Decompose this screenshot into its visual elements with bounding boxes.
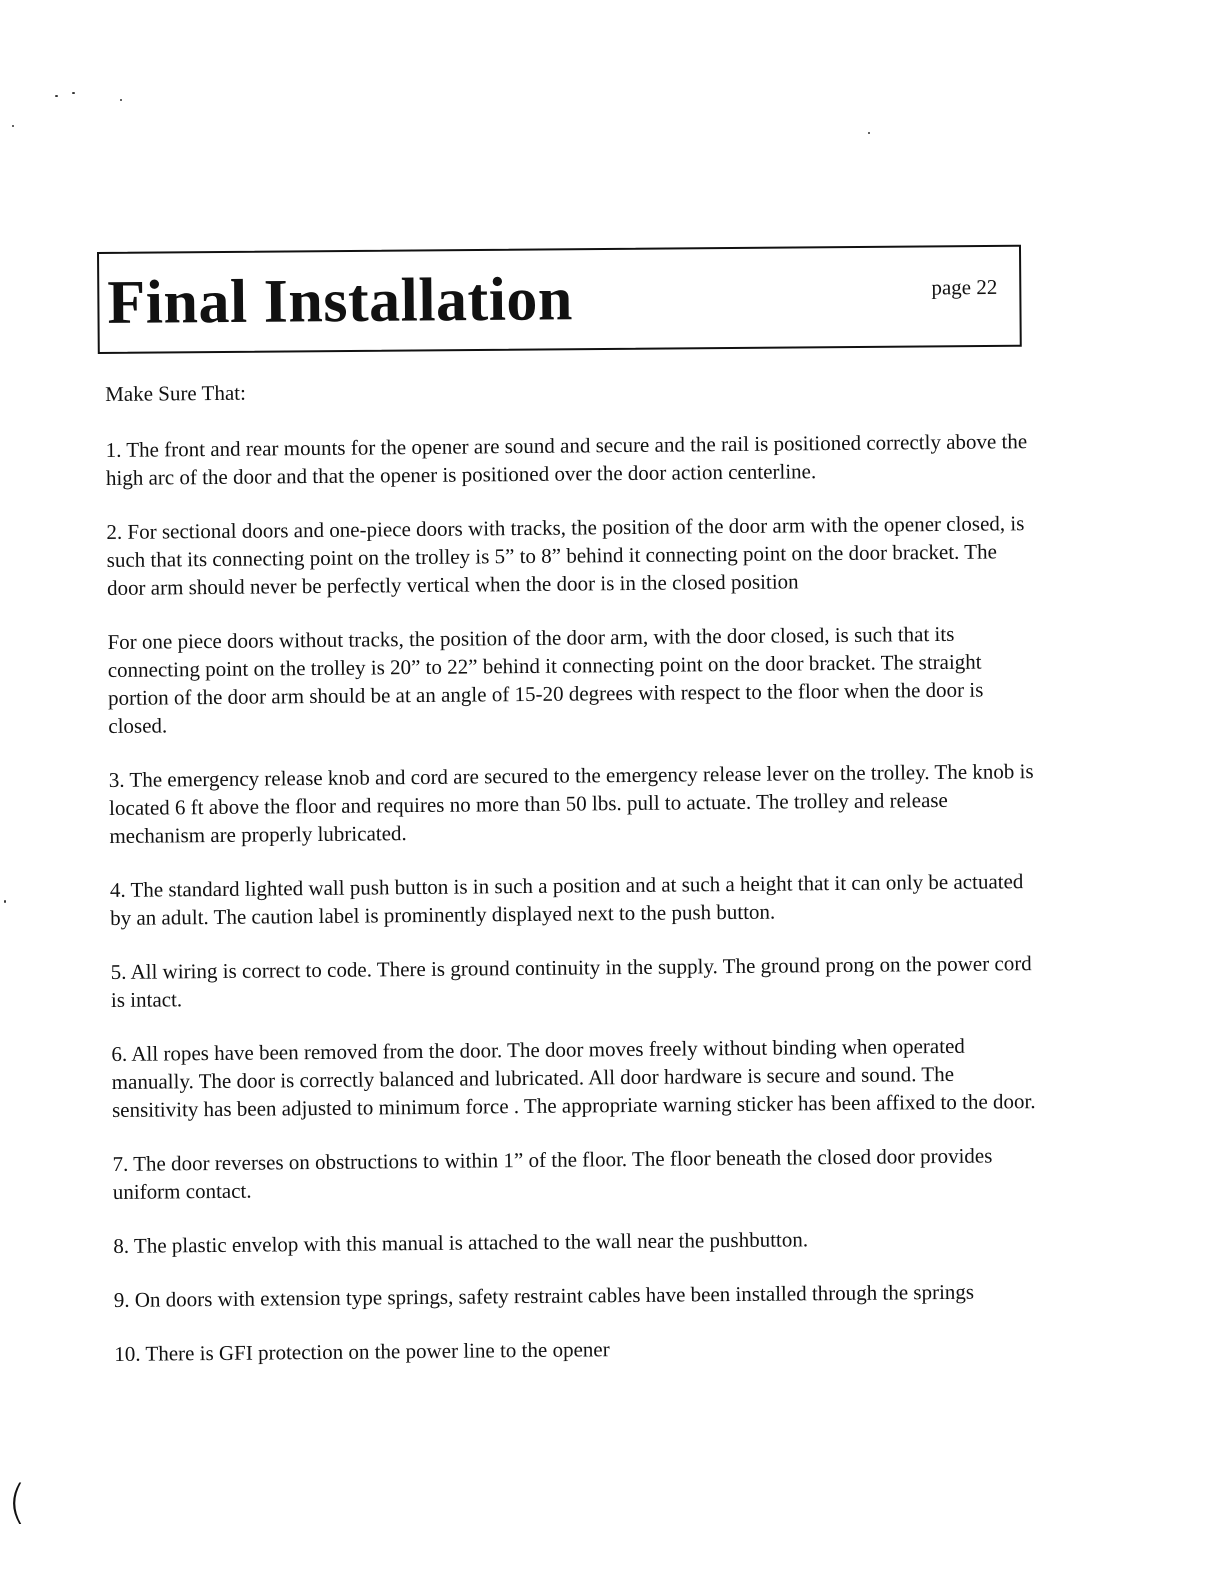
scan-speck: [55, 95, 58, 97]
header-box: [97, 245, 1022, 354]
checklist-item: 6. All ropes have been removed from the door. The door moves freely without binding when operated manually. The door is correctly balanced and lubricated. All door hardware is secure and sound. The sensitivity has been adjusted to minimum force . The appropriate warning sticker has been affixed to the door.: [111, 1033, 1036, 1122]
checklist-item: 9. On doors with extension type springs, safety restraint cables have been installed through the springs: [113, 1279, 975, 1312]
scan-speck: [12, 125, 14, 127]
checklist-item: For one piece doors without tracks, the position of the door arm, with the door closed, is such that its connecting point on the trolley is 20” to 22” behind it connecting point on the door bracket. The straight portion of the door arm should be at an angle of 15-20 degrees with respect to the floor when the door is closed.: [107, 621, 984, 738]
checklist-item: 3. The emergency release knob and cord are secured to the emergency release lever on the trolley. The knob is located 6 ft above the floor and requires no more than 50 lbs. pull to actuate. The trolley and release mechanism are properly lubricated.: [108, 759, 1034, 848]
intro-heading: Make Sure That:: [105, 380, 246, 406]
page-number: page 22: [931, 274, 998, 300]
checklist-item: 2. For sectional doors and one-piece doors with tracks, the position of the door arm with the opener closed, is such that its connecting point on the trolley is 5” to 8” behind it connecting point on the door bracket. The door arm should never be perfectly vertical when the door is in the closed position: [106, 511, 1025, 600]
checklist-item: 1. The front and rear mounts for the opener are sound and secure and the rail is positioned correctly above the high arc of the door and that the opener is positioned over the door action centerline.: [105, 429, 1028, 490]
checklist-item: 4. The standard lighted wall push button is in such a position and at such a height that it can only be actuated by an adult. The caution label is prominently displayed next to the push button.: [109, 869, 1024, 930]
checklist-item: 7. The door reverses on obstructions to within 1” of the floor. The floor beneath the closed door provides uniform contact.: [112, 1143, 993, 1204]
scan-speck: [72, 92, 75, 94]
checklist-item: 10. There is GFI protection on the power line to the opener: [114, 1337, 610, 1366]
scan-speck: [4, 900, 6, 903]
scan-speck: [868, 132, 870, 134]
checklist-item: 8. The plastic envelop with this manual is attached to the wall near the pushbutton.: [113, 1227, 809, 1258]
document-body: [105, 371, 1040, 1394]
page-title: Final Installation: [107, 265, 574, 337]
margin-mark: (: [8, 1475, 26, 1529]
scan-speck: [120, 99, 122, 101]
checklist-item: 5. All wiring is correct to code. There is ground continuity in the supply. The ground prong on the power cord is intact.: [110, 951, 1032, 1012]
